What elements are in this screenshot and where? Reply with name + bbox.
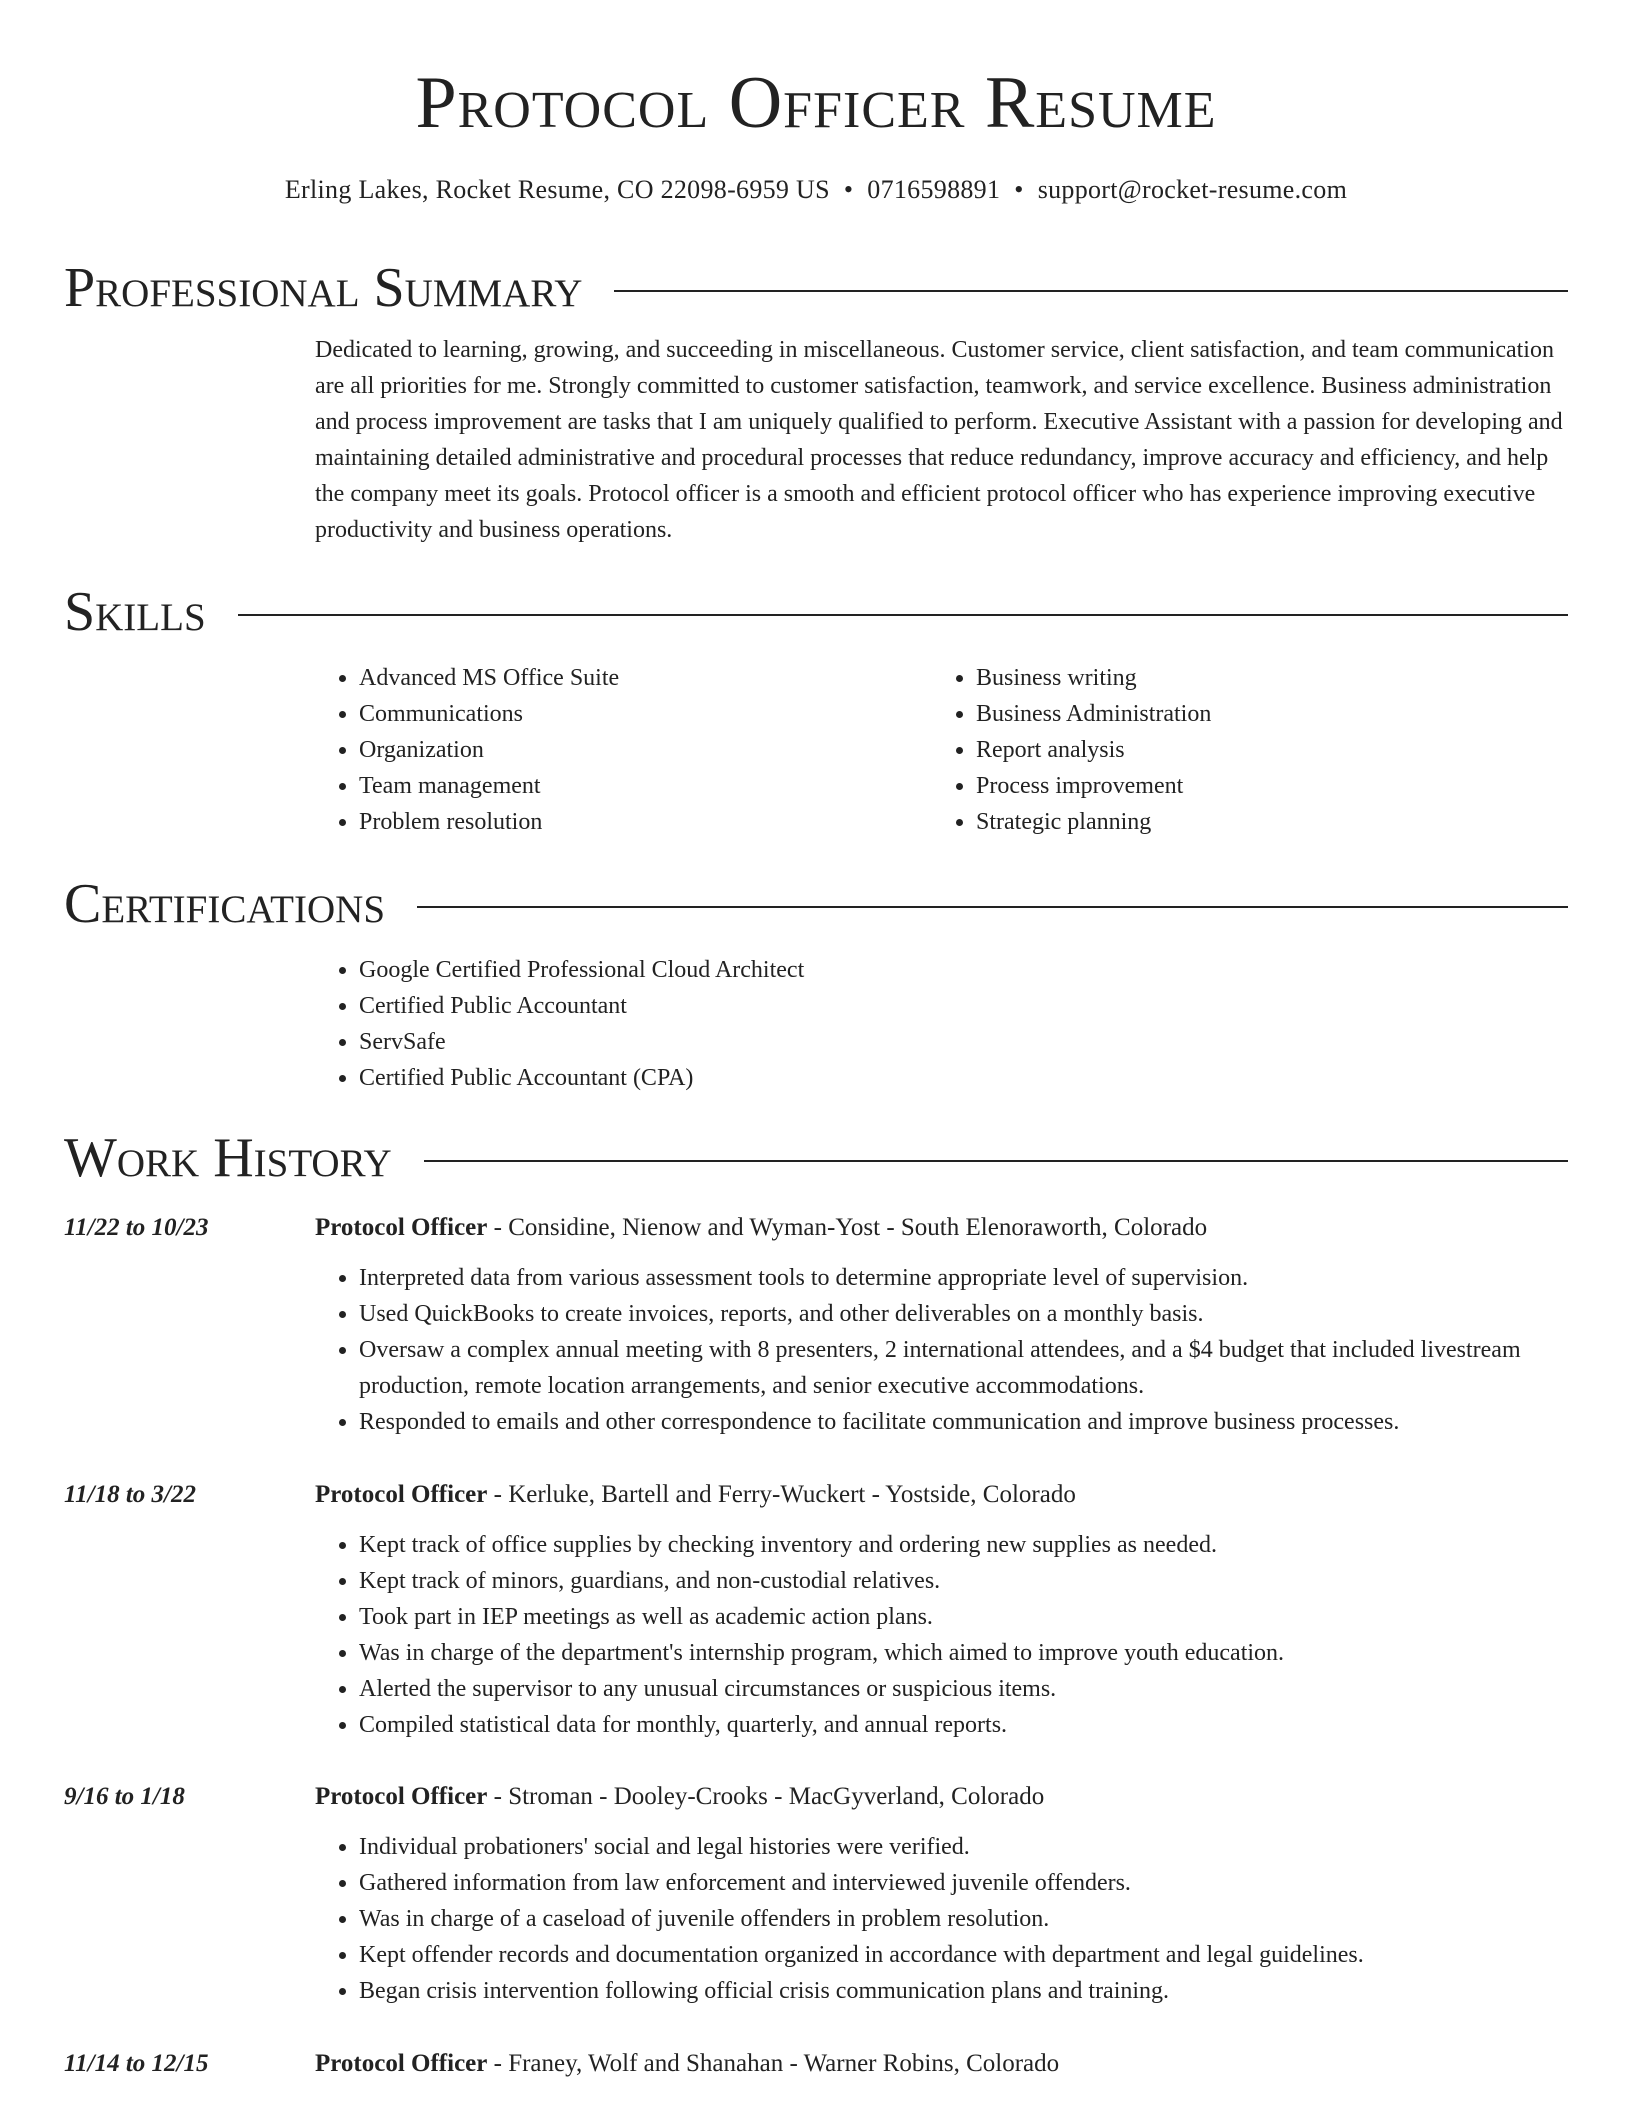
- section-divider: [424, 1160, 1568, 1162]
- skill-item: • Business writing: [976, 660, 1549, 696]
- job-header: [64, 2044, 1568, 2084]
- section-divider: [417, 906, 1568, 908]
- skill-item: • Team management: [359, 768, 932, 804]
- job-company-location: - Franey, Wolf and Shanahan - Warner Robins, Colorado: [487, 2050, 1060, 2077]
- job-company-location: - Kerluke, Bartell and Ferry-Wuckert - Yostside, Colorado: [487, 1481, 1076, 1508]
- skills-column-left: [315, 660, 932, 840]
- job-bullet: • Alerted the supervisor to any unusual circumstances or suspicious items.: [359, 1671, 1568, 1707]
- work-history-section: [64, 1126, 1568, 1190]
- skill-item: • Problem resolution: [359, 804, 932, 840]
- skills-column-right: [932, 660, 1549, 840]
- certification-item: • Google Certified Professional Cloud Architect: [359, 952, 1568, 988]
- job-bullet: • Compiled statistical data for monthly, quarterly, and annual reports.: [359, 1707, 1568, 1743]
- job-bullets: [315, 1527, 1568, 1743]
- job-header: [64, 1475, 1568, 1515]
- certifications-list: [315, 952, 1568, 1096]
- job-bullet: • Was in charge of a caseload of juvenile offenders in problem resolution.: [359, 1901, 1568, 1937]
- certification-item: • ServSafe: [359, 1024, 1568, 1060]
- job-title-line: [315, 2044, 1059, 2084]
- job-bullet-list: [315, 1829, 1568, 2009]
- job-bullet: • Took part in IEP meetings as well as academic action plans.: [359, 1599, 1568, 1635]
- certifications-header: [64, 872, 1568, 936]
- job-bullet-list: [315, 1527, 1568, 1743]
- job-bullets: [315, 1829, 1568, 2009]
- contact-phone: 0716598891: [867, 175, 1001, 204]
- work-history-heading: Work History: [64, 1127, 392, 1189]
- certification-item: • Certified Public Accountant (CPA): [359, 1060, 1568, 1096]
- job-bullet: • Interpreted data from various assessment tools to determine appropriate level of supervision.: [359, 1260, 1568, 1296]
- job-bullet: • Used QuickBooks to create invoices, reports, and other deliverables on a monthly basis.: [359, 1296, 1568, 1332]
- job-dates: 9/16 to 1/18: [64, 1783, 185, 1810]
- work-history-header: [64, 1126, 1568, 1190]
- skill-item: • Communications: [359, 696, 932, 732]
- job-bullet: • Oversaw a complex annual meeting with 8 presenters, 2 international attendees, and a $4 budget that included livestream production, remote location arrangements, and senior executive accommodations.: [359, 1332, 1568, 1404]
- certifications-body: [315, 936, 1568, 1096]
- summary-heading: Professional Summary: [64, 257, 583, 319]
- summary-body: [315, 320, 1568, 548]
- job-role: Protocol Officer: [315, 1481, 488, 1508]
- skills-list-right: [932, 660, 1549, 840]
- skill-item: • Report analysis: [976, 732, 1549, 768]
- certification-item: • Certified Public Accountant: [359, 988, 1568, 1024]
- job-bullet: • Kept track of minors, guardians, and non-custodial relatives.: [359, 1563, 1568, 1599]
- job-header: [64, 1208, 1568, 1248]
- job-dates: 11/22 to 10/23: [64, 1214, 209, 1241]
- resume-title: Protocol Officer Resume: [415, 62, 1217, 144]
- skill-item: • Process improvement: [976, 768, 1549, 804]
- job-bullet: • Was in charge of the department's internship program, which aimed to improve youth education.: [359, 1635, 1568, 1671]
- section-divider: [614, 290, 1568, 292]
- contact-email: support@rocket-resume.com: [1037, 175, 1348, 204]
- job-dates: 11/14 to 12/15: [64, 2050, 209, 2077]
- summary-text: Dedicated to learning, growing, and succeeding in miscellaneous. Customer service, client satisfaction, and team communication are all priorities for me. Strongly committed to customer satisfaction, teamwork, and service excellence. Business administration and process improvement are tasks that I am uniquely qualified to perform. Executive Assistant with a passion for developing and maintaining detailed administrative and procedural processes that reduce redundancy, improve accuracy and efficiency, and help the company meet its goals. Protocol officer is a smooth and efficient protocol officer who has experience improving executive productivity and business operations.: [315, 337, 1563, 543]
- certifications-section: [64, 872, 1568, 1096]
- summary-section: [64, 256, 1568, 548]
- job-company-location: - Considine, Nienow and Wyman-Yost - South Elenoraworth, Colorado: [487, 1214, 1208, 1241]
- job-bullet: • Gathered information from law enforcement and interviewed juvenile offenders.: [359, 1865, 1568, 1901]
- skill-item: • Organization: [359, 732, 932, 768]
- skills-heading: Skills: [64, 581, 206, 643]
- job-bullets: [315, 1260, 1568, 1440]
- skills-grid: [315, 644, 1568, 840]
- skills-body: [315, 644, 1568, 840]
- job-header: [64, 1777, 1568, 1817]
- job-title-line: [315, 1777, 1044, 1817]
- job-title-line: [315, 1475, 1076, 1515]
- job-company-location: - Stroman - Dooley-Crooks - MacGyverland, Colorado: [487, 1783, 1045, 1810]
- skill-item: • Strategic planning: [976, 804, 1549, 840]
- job-bullet: • Responded to emails and other correspondence to facilitate communication and improve business processes.: [359, 1404, 1568, 1440]
- job-role: Protocol Officer: [315, 1214, 488, 1241]
- contact-separator: •: [843, 175, 854, 204]
- job-bullet: • Individual probationers' social and legal histories were verified.: [359, 1829, 1568, 1865]
- job-bullet: • Began crisis intervention following official crisis communication plans and training.: [359, 1973, 1568, 2009]
- job-bullet: • Kept offender records and documentation organized in accordance with department and legal guidelines.: [359, 1937, 1568, 1973]
- skills-header: [64, 580, 1568, 644]
- skill-item: • Advanced MS Office Suite: [359, 660, 932, 696]
- certifications-heading: Certifications: [64, 873, 386, 935]
- job-entry: [64, 1208, 1568, 1440]
- job-role: Protocol Officer: [315, 1783, 488, 1810]
- job-entry: [64, 1777, 1568, 2009]
- skill-item: • Business Administration: [976, 696, 1549, 732]
- job-role: Protocol Officer: [315, 2050, 488, 2077]
- job-dates: 11/18 to 3/22: [64, 1481, 196, 1508]
- job-bullet-list: [315, 1260, 1568, 1440]
- contact-separator: •: [1014, 175, 1024, 204]
- job-bullet: • Kept track of office supplies by checking inventory and ordering new supplies as needed.: [359, 1527, 1568, 1563]
- job-entry: [64, 2044, 1568, 2084]
- contact-address: Erling Lakes, Rocket Resume, CO 22098-6959 US: [284, 175, 830, 204]
- job-title-line: [315, 1208, 1207, 1248]
- section-divider: [238, 614, 1568, 616]
- summary-header: [64, 256, 1568, 320]
- job-entry: [64, 1475, 1568, 1743]
- skills-section: [64, 580, 1568, 840]
- contact-line: [0, 172, 1632, 208]
- skills-list-left: [315, 660, 932, 840]
